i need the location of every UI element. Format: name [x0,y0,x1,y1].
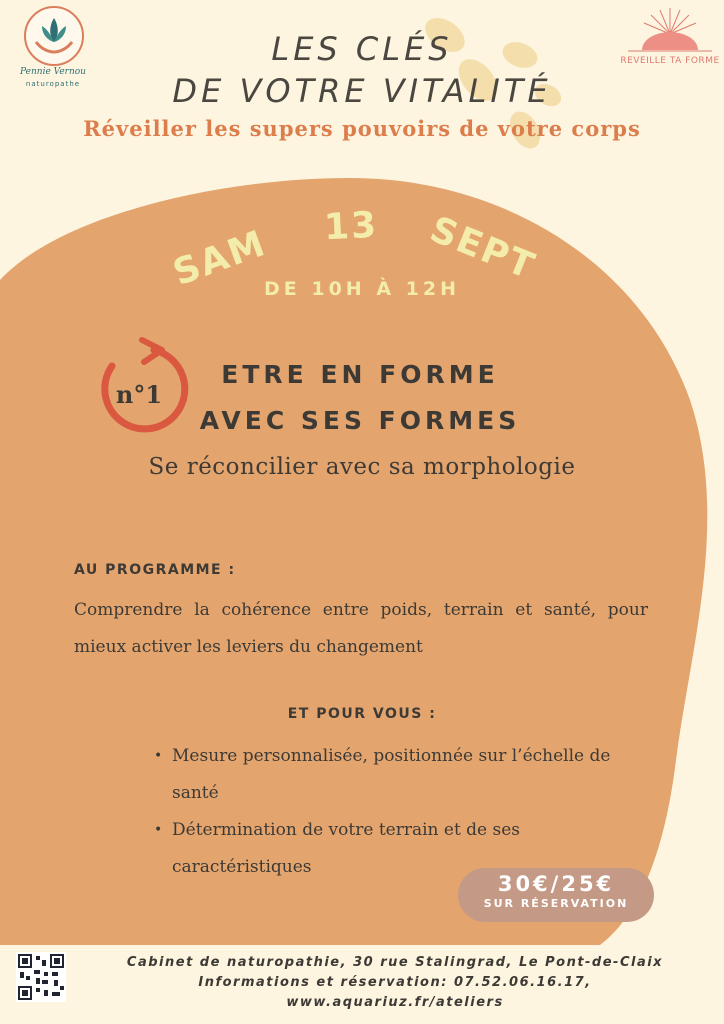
date-number: 13 [322,204,380,249]
sunrise-icon [620,4,720,56]
workshop-number: n°1 [115,380,163,409]
program-label: AU PROGRAMME : [74,562,236,578]
footer-contact: Informations et réservation: 07.52.06.16.17, [198,975,592,990]
price-note: SUR RÉSERVATION [483,897,629,910]
price-amount: 30€/25€ [497,872,615,896]
logo-name: Pennie Vernou [20,67,86,77]
date-day: SAM [167,222,272,295]
for-you-list [150,738,630,886]
lotus-hands-icon [24,6,84,66]
list-item [150,738,630,812]
workshop-tagline: Se réconcilier avec sa morphologie [148,454,576,480]
date-month: SEPT [424,208,542,289]
workshop-title-line-2: AVEC SES FORMES [199,406,521,435]
qr-code-icon [16,952,66,1002]
title-line-2: DE VOTRE VITALITÉ [172,72,552,110]
bullet-icon: • [154,822,163,838]
naturopath-logo [18,4,88,100]
list-item-text: Détermination de votre terrain et de ses caractéristiques [172,820,521,877]
logo-label: REVEILLE TA FORME [620,56,720,66]
event-time: DE 10H À 12H [264,278,460,300]
logo-subtitle: naturopathe [25,80,81,88]
bullet-icon: • [154,748,163,764]
price-badge [458,868,654,922]
footer-website[interactable]: www.aquariuz.fr/ateliers [286,995,504,1010]
footer-address: Cabinet de naturopathie, 30 rue Stalingrad, Le Pont-de-Claix [126,955,664,970]
workshop-title-line-1: ETRE EN FORME [221,360,499,389]
title-line-1: LES CLÉS [271,30,453,68]
reveille-ta-forme-logo [620,4,720,74]
for-you-label: ET POUR VOUS : [287,706,437,722]
subtitle: Réveiller les supers pouvoirs de votre corps [83,116,641,141]
program-text: Comprendre la cohérence entre poids, terrain et santé, pour mieux activer les leviers du changement [74,600,648,657]
list-item-text: Mesure personnalisée, positionnée sur l’échelle de santé [172,746,611,803]
